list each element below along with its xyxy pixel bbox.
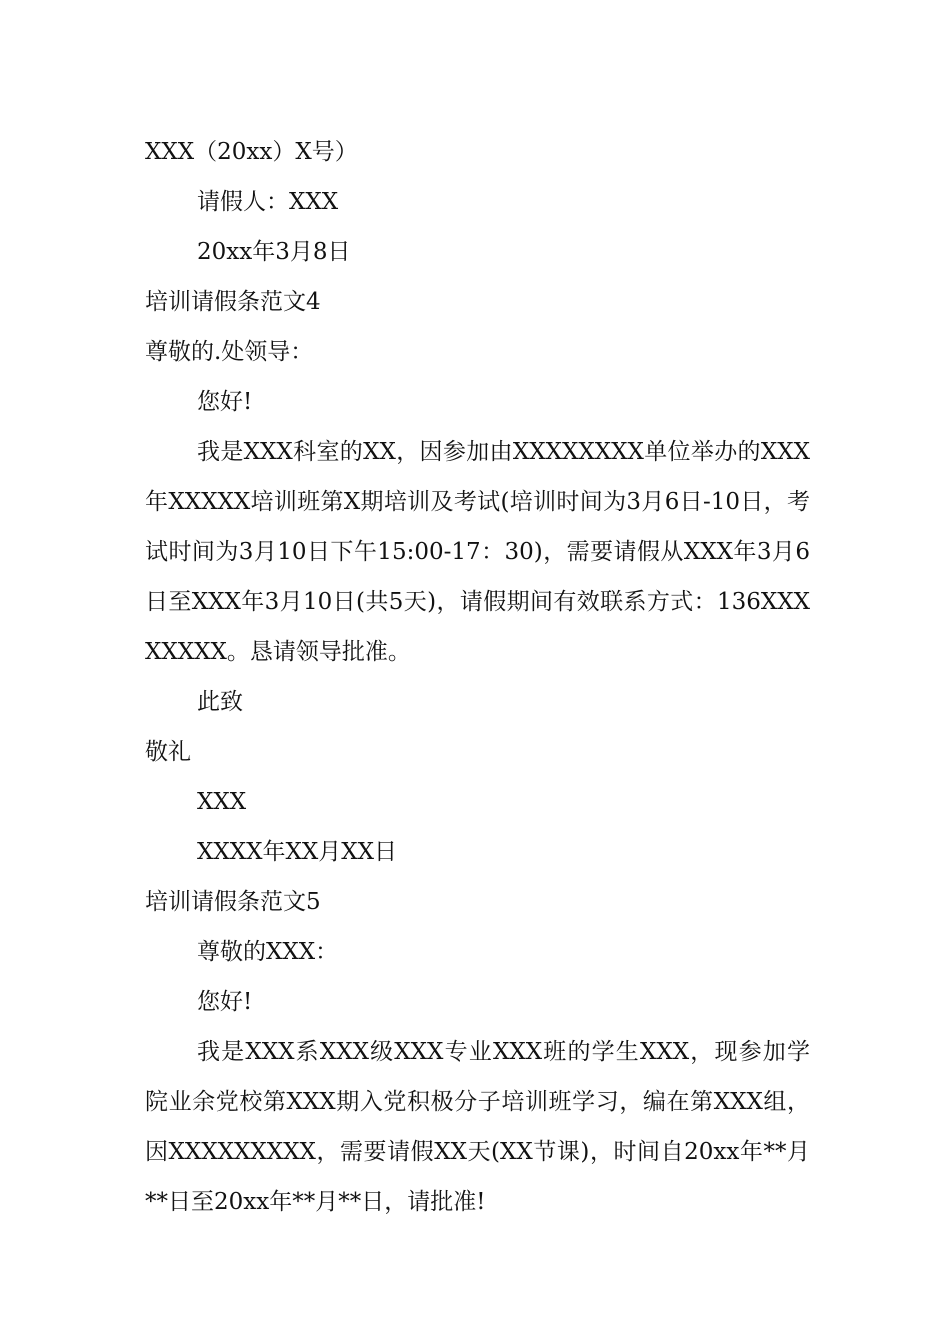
- section-5-title: 培训请假条范文5: [145, 889, 321, 915]
- section-4-signer: XXX: [197, 789, 247, 815]
- section-4-salutation: 尊敬的.处领导：: [145, 339, 314, 365]
- section-5-greeting: 您好!: [197, 989, 253, 1015]
- reference-number: XXX（20xx）X号）: [145, 139, 358, 165]
- section-4-closing-1: 此致: [197, 689, 243, 715]
- document-content: [145, 127, 810, 1227]
- section-5-salutation: 尊敬的XXX：: [197, 939, 339, 965]
- section-4-closing-2: 敬礼: [145, 739, 191, 765]
- section-5-body: 我是XXX系XXX级XXX专业XXX班的学生XXX，现参加学院业余党校第XXX期入党积极分子培训班学习，编在第XXX组，因XXXXXXXXX，需要请假XX天(XX节课)，时间自20xx年**月**日至20xx年**月**日，请批准!: [145, 1039, 810, 1215]
- section-4-date: XXXX年XX月XX日: [197, 839, 397, 865]
- applicant-line: 请假人：XXX: [197, 189, 339, 215]
- section-4-greeting: 您好!: [197, 389, 253, 415]
- section-4-body: 我是XXX科室的XX，因参加由XXXXXXXX单位举办的XXX年XXXXX培训班第X期培训及考试(培训时间为3月6日-10日，考试时间为3月10日下午15:00-17：30)，需要请假从XXX年3月6日至XXX年3月10日(共5天)，请假期间有效联系方式：136XXXXXXXX。恳请领导批准。: [145, 439, 810, 665]
- date-line: 20xx年3月8日: [197, 239, 351, 265]
- section-4-title: 培训请假条范文4: [145, 289, 321, 315]
